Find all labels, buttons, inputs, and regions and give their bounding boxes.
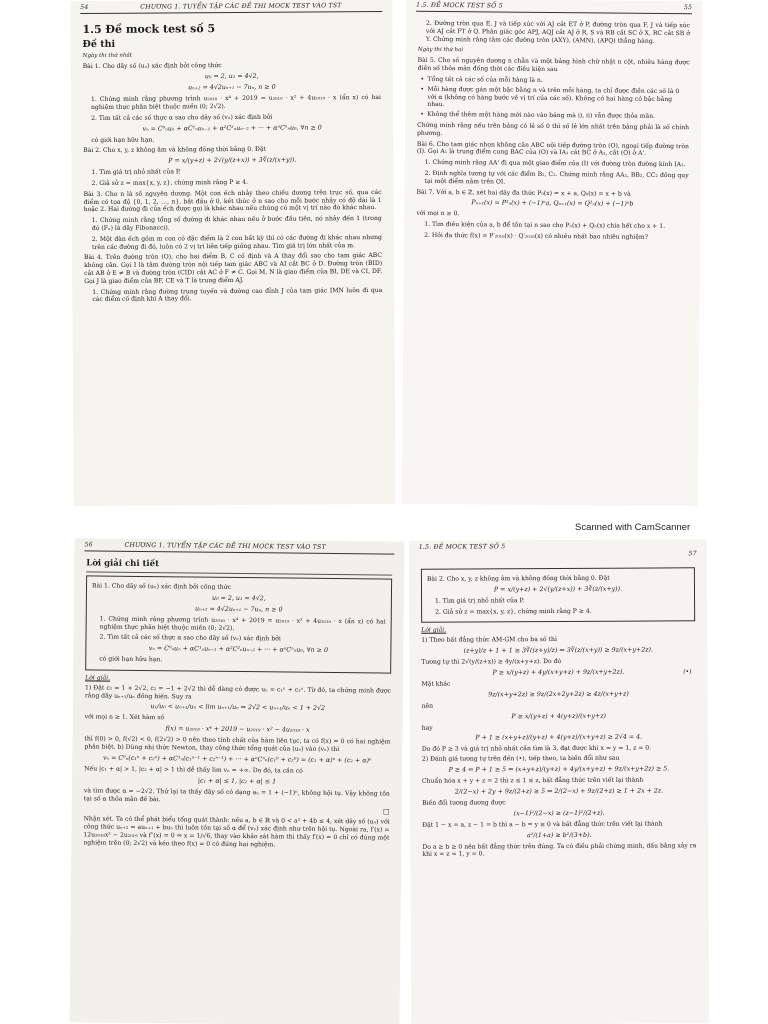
problem-item: 2. Định nghĩa tương tự với các điểm B₂, C₂. Chứng minh rằng AA₂, BB₂, CC₂ đồng quy tại một điểm nằm trên OI. bbox=[424, 169, 689, 186]
problem-2-intro: Bài 2. Cho x, y, z không âm và không đồng thời bằng 0. Đặt bbox=[83, 146, 267, 155]
problem-4-intro: Bài 4. Trên đường tròn (O), cho hai điểm B, C cố định và A thay đổi sao cho tam giác ABC không cân. Gọi I là tâm đường tròn nội tiếp tam giác ABC và AI cắt BC ở D. Đường tròn (BID) cắt AB ở E ≠ B và đường tròn (CID) cắt AC ở F ≠ C. Gọi M, N là giao điểm của BI, DE và CI, DF. Gọi J là giao điểm của BF, CE và T là trung điểm AJ. bbox=[84, 252, 383, 285]
condition-item: • Không thể thêm một hàng mới nào vào bảng mà i), ii) vẫn được thỏa mãn. bbox=[427, 111, 689, 121]
problem-1-intro: Bài 1. Cho dãy số (uₙ) xác định bởi công thức bbox=[82, 62, 222, 71]
formula: 9z/(x+y+2z) ≥ 9z/(2x+2y+2z) ≥ 4z/(x+y+z) bbox=[488, 690, 629, 699]
equation-marker: (•) bbox=[683, 668, 692, 676]
solution-text: 1) Đặt c₁ = 1 + 2√2, c₂ = −1 + 2√2 thì dễ dàng có được uₙ = c₁ⁿ + c₂ⁿ. Từ đó, ta chứng minh được rằng dãy uₙ₊₁/uₙ đồng biến. Suy ra bbox=[84, 684, 391, 701]
page-header bbox=[84, 541, 394, 554]
section-title: 1.5 Đề mock test số 5 bbox=[82, 22, 216, 37]
solution-text: Nếu |c₁ + α| > 1, |c₂ + α| > 1 thì dễ thấy lim vₙ = +∞. Do đó, ta cần có bbox=[84, 765, 303, 775]
solution-text: với mọi n ≥ 1. Xét hàm số bbox=[84, 713, 165, 722]
problem-item: 1. Chứng minh rằng phương trình u₂₀₁₈ · x⁴ + 2019 = u₂₀₁₉ · x² + 4u₂₀₁₉ · x (ẩn x) có hai nghiệm thực phân biệt thuộc miền (0; 2√2). bbox=[90, 94, 381, 111]
solution-text: Biến đổi tương đương được bbox=[422, 799, 506, 807]
formula: vₙ = C⁰ₙ(c₁ⁿ + c₂ⁿ) + αC¹ₙ(c₁ⁿ⁻¹ + c₂ⁿ⁻¹) + ··· + αⁿCⁿₙ(c₁⁰ + c₂⁰) = (c₁ + α)ⁿ + (c₂ + α)ⁿ bbox=[102, 754, 372, 765]
problem-5-intro: Bài 5. Cho số nguyên dương n chẵn và một bảng hình chữ nhật n cột, nhiều hàng được điền số thỏa mãn đồng thời các điều kiện sau bbox=[417, 57, 690, 74]
problem-item: 1. Chứng minh rằng tổng số đường đi khác nhau nếu ở bước đầu tiên, nó nhảy đến 1 (trong đó (Fₙ) là dãy Fibonacci). bbox=[91, 215, 382, 233]
problem-7-intro: Bài 7. Với a, b ∈ ℤ, xét hai dãy đa thức P₀(x) = x + a, Q₀(x) = x + b và bbox=[416, 188, 631, 198]
problem-item: 2. Hỏi đa thức f(x) = P′₂₀₁₈(x) · Q′₂₀₁₈(x) có nhiều nhất bao nhiêu nghiệm? bbox=[424, 231, 649, 241]
solution-text: Mặt khác bbox=[421, 680, 451, 688]
problem-item: 2. Một đàn ếch gồm m con có đặc điểm là 2 con bất kỳ thì có các đường đi khác nhau nhưng trên các đường đi đó, luôn có 2 vị trí liên tiếp giống nhau. Tìm giá trị lớn nhất của m. bbox=[91, 233, 382, 251]
page-56 bbox=[69, 538, 404, 1024]
formula: P = x/(y+z) + 2√(y/(z+x)) + 3∛(z/(x+y)). bbox=[168, 156, 297, 165]
page-55 bbox=[402, 0, 702, 506]
solution-text: Đặt 1 − x = a, z − 1 = b thì a − b = y ≥ 0 và bất đẳng thức trên viết lại thành bbox=[422, 820, 663, 829]
problem-item: có giới hạn hữu hạn. bbox=[99, 655, 163, 664]
section-header: 1.5. ĐỀ MOCK TEST SỐ 5 bbox=[418, 543, 506, 551]
solution-label: Lời giải. bbox=[421, 627, 447, 635]
solution-label: Lời giải. bbox=[85, 674, 111, 682]
condition-item: • Tổng tất cả các số của mỗi hàng là n. bbox=[427, 76, 689, 86]
problem-item: 2. Đường tròn qua E, J và tiếp xúc với AJ cắt ET ở P, đường tròn qua F, J và tiếp xúc với AJ cắt FT ở Q. Phân giác góc APJ, AQJ cắt AJ ở R, S và RB cắt SC ở X, RC cắt SB ở Y. Chứng minh rằng tâm các đường tròn (AXY), (AMN), (APQ) thẳng hàng. bbox=[425, 19, 691, 45]
subsection-title: Đề thi bbox=[82, 38, 116, 51]
formula: (z+y)/z + 1 + 1 ≥ 3∛((z+y)/z) ⇒ 3∛(z/(x+y)) ≥ 9z/(x+y+2z). bbox=[463, 646, 654, 655]
section-header: 1.5. ĐỀ MOCK TEST SỐ 5 bbox=[416, 1, 503, 10]
solution-text: Chuẩn hóa x + y + z = 2 thì z ≤ 1 ≤ z, bất đẳng thức trên viết lại thành bbox=[421, 776, 644, 785]
solution-text: Do đó P ≥ 3 và giá trị nhỏ nhất cần tìm là 3, đạt được khi x = y = 1, z = 0. bbox=[421, 744, 652, 754]
solution-text: và tìm được α = −2√2. Thử lại ta thấy dãy số có dạng aₙ = 1 + (−1)ⁿ, không hội tụ. Vậy không tồn tại số α thỏa mãn đề bài. bbox=[83, 787, 390, 803]
page-number: 57 bbox=[688, 550, 697, 558]
formula: (x−1)²/(2−x) ≥ (z−1)²/(2+z). bbox=[513, 809, 605, 817]
formula: P = x/(y+z) + 2√(y/(z+x)) + 3∛(z/(x+y)). bbox=[493, 585, 623, 594]
formula: uₙ₊₂ = 4√2uₙ₊₁ − 7uₙ, n ≥ 0 bbox=[195, 605, 283, 614]
formula: vₙ = C⁰ₙuₙ + αC¹ₙuₙ₋₁ + α²C²ₙuₙ₋₂ + ··· + αⁿCⁿₙu₀, ∀n ≥ 0 bbox=[142, 123, 322, 133]
formula: f(x) = u₂₀₁₈ · x⁴ + 2019 − u₂₀₁₉ · x² − 4u₂₀₁₉ · x bbox=[165, 725, 310, 734]
problem-item: 1. Chứng minh rằng đường trung tuyến và đường cao đỉnh J của tam giác IMN luôn đi qua các điểm cố định khi A thay đổi. bbox=[92, 286, 383, 304]
date-label: Ngày thi thứ nhất bbox=[82, 52, 133, 60]
formula: u₁/u₀ < uₙ₊₁/uₙ < lim uₙ₊₁/uₙ ⇒ 2√2 < uₙ₊₁/uₙ < 1 + 2√2 bbox=[150, 703, 326, 713]
problem-2-intro: Bài 2. Cho x, y, z không âm và không đồng thời bằng 0. Đặt bbox=[426, 574, 610, 583]
problem-text: với mọi n ≥ 0. bbox=[416, 210, 460, 218]
problem-6-intro: Bài 6. Cho tam giác nhọn không cân ABC nội tiếp đường tròn (O), ngoại tiếp đường tròn (I). Gọi A₁ là trung điểm cung BAC của (O) và IA₁ cắt BC ở A₂, cắt (O) ở A'. bbox=[416, 140, 689, 158]
solution-text: 1) Theo bất đẳng thức AM-GM cho ba số thì bbox=[421, 636, 557, 644]
page-header bbox=[418, 542, 697, 558]
formula: u₀ = 2, u₁ = 4√2, bbox=[211, 594, 266, 602]
page-header bbox=[80, 2, 382, 14]
problem-item: 1. Tìm điều kiện của a, b để tồn tại n sao cho Pₙ(x) + Qₙ(x) chia hết cho x + 1. bbox=[424, 221, 666, 231]
solution-text: 2) Đánh giá tương tự trên đến (•), tiếp theo, ta biến đổi như sau bbox=[421, 754, 620, 763]
formula: u₀ = 2, u₁ = 4√2, bbox=[204, 72, 259, 81]
problem-item: 1. Tìm giá trị nhỏ nhất của P. bbox=[435, 597, 525, 605]
scanner-watermark: Scanned with CamScanner bbox=[575, 522, 691, 533]
formula: 2/(2−x) + 2y + 9z/(2+z) ≥ 5 ⇔ 2/(2−x) + 9z/(2+z) ≥ 1 + 2x + 2z. bbox=[454, 787, 664, 796]
problem-box bbox=[421, 567, 695, 623]
solution-text: Tương tự thì 2√(y/(z+x)) ≥ 4y/(x+y+z). Do đó bbox=[421, 658, 562, 666]
problem-text: Chứng minh rằng nếu trên bảng có lẻ số 0 thì số lẻ lớn nhất trên bảng phải là số chính phương. bbox=[417, 121, 690, 137]
page-header bbox=[416, 2, 692, 14]
solution-text: Do a ≥ b ≥ 0 nên bất đẳng thức trên đúng. Ta có điều phải chứng minh, dấu bằng xảy ra khi x = z = 1, y = 0. bbox=[422, 841, 697, 859]
formula: a²/(1+a) ≥ b²/(3+b). bbox=[526, 831, 592, 839]
formula: P ≥ 4 ⇐ P + 1 ≥ 5 ⇔ (x+y+z)/(y+z) + 4y/(x+y+z) + 9z/(x+y+2z) ≥ 5. bbox=[448, 765, 670, 774]
page-57 bbox=[409, 539, 710, 1024]
date-label: Ngày thi thứ hai bbox=[417, 47, 464, 54]
page-number: 54 bbox=[80, 4, 89, 12]
formula: P + 1 ≥ (x+y+z)/(y+z) + 4(y+z)/(x+y+z) ≥ 2√4 = 4. bbox=[475, 733, 643, 742]
remark-text: Nhận xét. Ta có thể phát biểu tổng quát thành: nếu a, b ∈ ℝ và 0 < a² + 4b ≤ 4, xét dãy số (uₙ) với công thức uₙ₊₂ = auₙ₊₁ + buₙ thì luôn tồn tại số α để (vₙ) xác định như trên hội tụ. Ngoài ra, f′(x) = 12u₂₀₁₈x² − 2u₂₀₁₉ và f″(x) = 0 ⇔ x = 1/√6, thay vào khảo sát hàm thì thấy f′(x) = 0 chỉ có đúng một nghiệm trên (0; 2√2) và kéo theo f(x) = 0 có đúng hai nghiệm. bbox=[83, 815, 390, 849]
problem-1-intro: Bài 1. Cho dãy số (uₙ) xác định bởi công thức bbox=[92, 582, 232, 591]
problem-item: có giới hạn hữu hạn. bbox=[91, 136, 155, 144]
page-number: 55 bbox=[683, 4, 693, 12]
problem-box bbox=[85, 575, 392, 673]
solution-text: thì f(0) > 0, f(√2) < 0, f(2√2) > 0 nên theo tính chất của hàm liên tục, ta có f(x) = 0 có hai nghiệm phân biệt. b) Dùng nhị thức Newton, thay công thức tổng quát của (uₙ) vào (vₙ) thì bbox=[84, 735, 391, 754]
problem-3-intro: Bài 3. Cho n là số nguyên dương. Một con ếch nhảy theo chiều dương trên trục số, qua các điểm có tọa độ {0, 1, 2, …, n}, bắt đầu ở 0, kết thúc ở n sao cho mỗi bước nhảy có độ dài là 1 hoặc 2. Hai đường đi của ếch được gọi là khác nhau nếu chúng có một vị trí nào đó khác nhau. bbox=[83, 188, 382, 214]
problem-item: 1. Tìm giá trị nhỏ nhất của P. bbox=[91, 168, 181, 177]
problem-item: 1. Chứng minh rằng AA' đi qua một giao điểm của (I) với đường tròn đường kính IA₂. bbox=[424, 159, 686, 169]
formula: uₙ₊₂ = 4√2uₙ₊₁ − 7uₙ, n ≥ 0 bbox=[188, 83, 276, 92]
formula: Pₙ₊₁(x) = P²ₙ(x) + (−1)ⁿa, Qₙ₊₁(x) = Q²ₙ(x) + (−1)ⁿb bbox=[471, 199, 634, 209]
page-54 bbox=[70, 0, 396, 506]
formula bbox=[421, 668, 695, 677]
solution-text: hay bbox=[421, 724, 433, 732]
page-number: 56 bbox=[84, 541, 93, 549]
formula-text: P ≥ x/(y+z) + 4y/(x+y+z) + 9z/(x+y+2z). bbox=[492, 668, 625, 677]
solution-text: nên bbox=[421, 702, 434, 710]
problem-item: 1. Chứng minh rằng phương trình u₂₀₁₈ · x⁴ + 2019 = u₂₀₁₉ · x² + 4u₂₀₁₉ · x (ẩn x) có hai nghiệm thực phân biệt thuộc miền (0; 2√2). bbox=[99, 615, 386, 632]
condition-item: • Mỗi hàng được gán một bậc bằng n và trên mỗi hàng, ta chỉ được điền các số là 0 với α (không có hàng bước về vị trí của các số). Không có hai hàng có bậc bằng nhau. bbox=[427, 86, 689, 112]
problem-item: 2. Tìm tất cả các số thực α sao cho dãy số (vₙ) xác định bởi bbox=[91, 113, 273, 122]
problem-item: 2. Tìm tất cả các số thực α sao cho dãy số (vₙ) xác định bởi bbox=[99, 633, 281, 643]
formula: vₙ = C⁰ₙuₙ + αC¹ₙuₙ₋₁ + α²C²ₙuₙ₋₂ + ··· + αⁿCⁿₙu₀, ∀n ≥ 0 bbox=[148, 645, 329, 655]
formula: P ≥ x/(y+z) + 4(y+z)/(x+y+z) bbox=[511, 712, 606, 720]
formula: |c₁ + α| ≤ 1, |c₂ + α| ≤ 1 bbox=[197, 777, 277, 786]
problem-item: 2. Giả sử z = max{x, y, z}, chứng minh rằng P ≥ 4. bbox=[91, 178, 249, 188]
qed-mark: □ bbox=[383, 807, 390, 816]
chapter-header: CHƯƠNG 1. TUYỂN TẬP CÁC ĐỀ THI MOCK TEST VÀO TST bbox=[140, 2, 342, 11]
solutions-title: Lời giải chi tiết bbox=[86, 558, 392, 575]
chapter-header: CHƯƠNG 1. TUYỂN TẬP CÁC ĐỀ THI MOCK TEST VÀO TST bbox=[124, 541, 326, 551]
problem-item: 2. Giả sử z = max{x, y, z}, chứng minh rằng P ≥ 4. bbox=[435, 607, 592, 616]
